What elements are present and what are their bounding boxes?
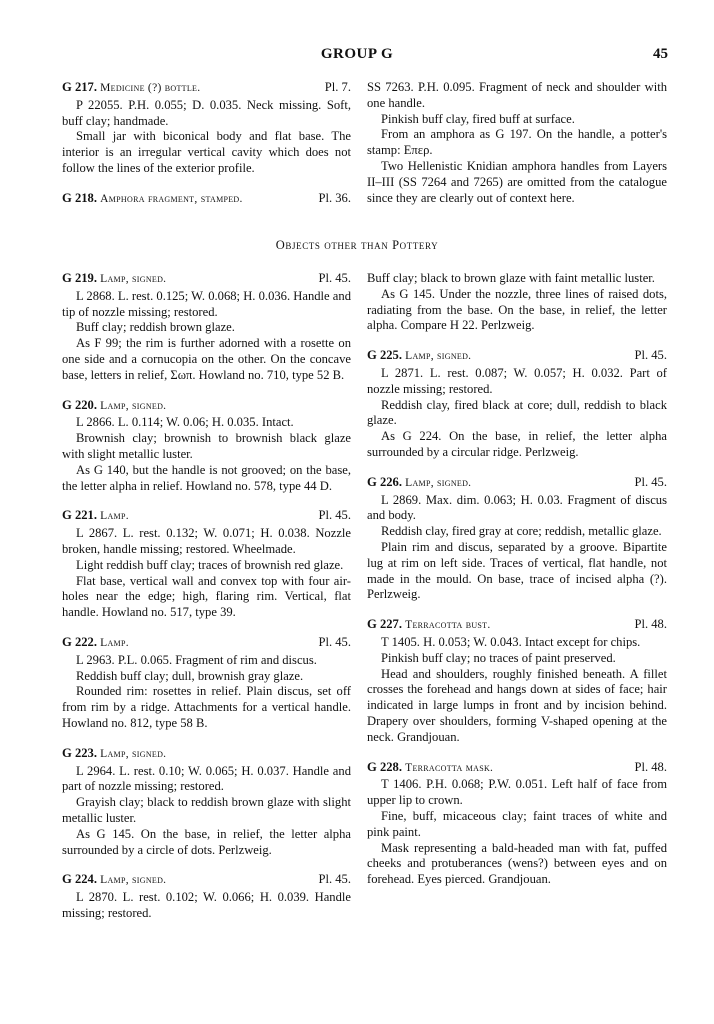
entry-heading [62, 508, 351, 525]
top-right-column [367, 80, 667, 206]
entry-title [367, 475, 471, 492]
entry-name: Amphora fragment, stamped. [100, 192, 243, 205]
entry-paragraph: Mask representing a bald-headed man with fat, puffed cheeks and protuberances (wens?) between eyes and on forehead. Eyes pierced. Grandjouan. [367, 840, 667, 887]
entry-number: G 228. [367, 759, 402, 774]
entry-name: Lamp, signed. [405, 476, 472, 489]
continuation-paragraph: Two Hellenistic Knidian amphora handles from Layers II–III (SS 7264 and 7265) are omitted from the catalogue since they are clearly out of context here. [367, 158, 667, 205]
running-header [0, 46, 714, 68]
entry-title [62, 80, 200, 97]
plate-reference: Pl. 45. [318, 872, 351, 887]
plate-reference: Pl. 45. [318, 271, 351, 285]
entry-title [62, 271, 166, 288]
plate-reference: Pl. 36. [318, 190, 351, 205]
entry-paragraph: L 2869. Max. dim. 0.063; H. 0.03. Fragment of discus and body. [367, 492, 667, 523]
catalogue-entry [62, 872, 351, 921]
plate-reference: Pl. 7. [324, 80, 351, 94]
entry-paragraph: Reddish clay, fired gray at core; reddish, metallic glaze. [381, 524, 662, 539]
entry-name: Lamp. [100, 510, 129, 523]
entry-heading [367, 348, 667, 365]
catalogue-entry [367, 475, 667, 603]
catalogue-entry [62, 746, 351, 859]
plate-reference: Pl. 45. [634, 474, 667, 489]
entry-number: G 218. [62, 190, 97, 205]
catalogue-entry [62, 508, 351, 621]
entry-name: Lamp, signed. [100, 874, 167, 887]
entry-paragraph: As G 140, but the handle is not grooved; on the base, the letter alpha in relief. Howland no. 578, type 44 D. [62, 462, 351, 493]
entry-paragraph: Grayish clay; black to reddish brown glaze with slight metallic luster. [62, 795, 351, 825]
entry-paragraph: T 1405. H. 0.053; W. 0.043. Intact except for chips. [381, 634, 641, 649]
entry-name: Lamp, signed. [100, 273, 167, 285]
entry-paragraph: L 2963. P.L. 0.065. Fragment of rim and discus. [76, 652, 317, 667]
entry-paragraph: Reddish buff clay; dull, brownish gray glaze. [76, 668, 304, 683]
entry-number: G 226. [367, 474, 402, 489]
entry-number: G 222. [62, 634, 97, 649]
entry-name: Medicine (?) bottle. [100, 82, 201, 94]
entry-number: G 220. [62, 397, 97, 412]
entry-number: G 221. [62, 508, 97, 523]
plate-reference: Pl. 45. [318, 508, 351, 523]
entry-paragraph: P 22055. P.H. 0.055; D. 0.035. Neck missing. Soft, buff clay; handmade. [62, 97, 351, 128]
entry-paragraph: As G 145. On the base, in relief, the letter alpha surrounded by a circle of dots. Perlzweig. [62, 826, 351, 857]
entry-paragraph: Buff clay; reddish brown glaze. [76, 320, 235, 335]
continuation-paragraph: Buff clay; black to brown glaze with faint metallic luster. [367, 271, 655, 285]
entry-paragraph: Plain rim and discus, separated by a groove. Bipartite lug at rim on left side. Traces of vertical, flat handle, not made in the mould. On base, trace of incised alpha (?). Perlzweig. [367, 539, 667, 602]
entry-title [62, 508, 129, 525]
entry-title [367, 617, 491, 634]
entry-name: Lamp, signed. [100, 399, 167, 412]
entry-heading [367, 617, 667, 634]
entry-paragraph: As F 99; the rim is further adorned with a rosette on one side and a cornucopia on the other. On the concave base, letters in relief, Σωπ. Howland no. 710, type 52 B. [62, 336, 351, 382]
entry-paragraph: Head and shoulders, roughly finished beneath. A fillet crosses the forehead and hangs down at sides of face; hair indicated in large lumps in front and by incision behind. Drapery over shoulders, forming V-shaped opening at the neck. Grandjouan. [367, 666, 667, 744]
entry-title [62, 191, 243, 208]
entry-title [62, 746, 166, 763]
continued-entry [367, 271, 667, 334]
entry-heading [62, 872, 351, 889]
entry-paragraph: Small jar with biconical body and flat base. The interior is an irregular vertical cavity which does not follow the lines of the exterior profile. [62, 129, 351, 175]
entry-number: G 223. [62, 745, 97, 760]
entry-heading [62, 191, 351, 208]
continuation-paragraph: SS 7263. P.H. 0.095. Fragment of neck and shoulder with one handle. [367, 80, 667, 110]
catalogue-entry [62, 271, 351, 384]
catalogue-entry [367, 617, 667, 745]
entry-heading [62, 271, 351, 288]
entry-paragraph: T 1406. P.H. 0.068; P.W. 0.051. Left half of face from upper lip to crown. [367, 777, 667, 808]
entry-title [62, 872, 166, 889]
entry-paragraph: Pinkish buff clay; no traces of paint preserved. [381, 650, 616, 665]
catalogue-entry [367, 760, 667, 888]
entry-paragraph: L 2866. L. 0.114; W. 0.06; H. 0.035. Intact. [76, 415, 294, 430]
entry-paragraph: Fine, buff, micaceous clay; faint traces of white and pink paint. [367, 808, 667, 839]
entry-heading [62, 635, 351, 652]
top-left-column [62, 80, 351, 222]
catalogue-entry [62, 80, 351, 177]
continuation-paragraph: From an amphora as G 197. On the handle, a potter's stamp: Επερ. [367, 127, 667, 158]
entry-heading [62, 80, 351, 97]
catalogue-entry [367, 348, 667, 461]
entry-number: G 217. [62, 80, 97, 94]
running-title: GROUP G [320, 46, 394, 62]
page-number: 45 [653, 46, 668, 62]
entry-title [367, 760, 493, 777]
entry-heading [62, 398, 351, 415]
plate-reference: Pl. 48. [634, 759, 667, 774]
entry-name: Lamp. [100, 636, 129, 649]
section-title: Objects other than Pottery [275, 238, 439, 252]
entry-number: G 227. [367, 617, 402, 632]
entry-title [62, 398, 166, 415]
entry-heading [367, 475, 667, 492]
entry-name: Lamp, signed. [100, 747, 167, 760]
bottom-right-column [367, 271, 667, 902]
entry-paragraph: As G 224. On the base, in relief, the letter alpha surrounded by a circular ridge. Perlzweig. [367, 429, 667, 459]
catalogue-entry [62, 191, 351, 208]
entry-paragraph: L 2867. L. rest. 0.132; W. 0.071; H. 0.038. Nozzle broken, handle missing; restored. Wheelmade. [62, 526, 351, 556]
entry-paragraph: Reddish clay, fired black at core; dull, reddish to black glaze. [367, 397, 667, 428]
entry-title [367, 348, 471, 365]
entry-heading [62, 746, 351, 763]
catalogue-entry [62, 635, 351, 732]
continuation-paragraph: Pinkish buff clay, fired buff at surface. [381, 111, 575, 126]
entry-paragraph: Brownish clay; brownish to brownish black glaze with slight metallic luster. [62, 431, 351, 461]
catalogue-entry [62, 398, 351, 495]
entry-number: G 219. [62, 271, 97, 285]
entry-heading [367, 760, 667, 777]
bottom-left-column [62, 271, 351, 936]
continuation-paragraph: As G 145. Under the nozzle, three lines of raised dots, radiating from the base. On the base, in relief, the letter alpha. Compare H 22. Perlzweig. [367, 286, 667, 333]
entry-paragraph: L 2870. L. rest. 0.102; W. 0.066; H. 0.039. Handle missing; restored. [62, 890, 351, 920]
entry-paragraph: Light reddish buff clay; traces of brownish red glaze. [76, 557, 344, 572]
plate-reference: Pl. 45. [634, 348, 667, 363]
entry-number: G 225. [367, 348, 402, 363]
entry-paragraph: L 2868. L. rest. 0.125; W. 0.068; H. 0.036. Handle and tip of nozzle missing; restored. [62, 288, 351, 319]
entry-paragraph: Rounded rim: rosettes in relief. Plain discus, set off from rim by a ridge. Attachments for a vertical handle. Howland no. 812, type 58 B. [62, 684, 351, 730]
entry-number: G 224. [62, 872, 97, 887]
entry-title [62, 635, 129, 652]
entry-name: Lamp, signed. [405, 350, 472, 363]
entry-paragraph: Flat base, vertical wall and convex top with four air-holes near the edge; high, flaring rim. Vertical, flat handle. Howland no. 517, type 39. [62, 573, 351, 620]
entry-paragraph: L 2871. L. rest. 0.087; W. 0.057; H. 0.032. Part of nozzle missing; restored. [367, 365, 667, 396]
plate-reference: Pl. 45. [318, 634, 351, 649]
entry-paragraph: L 2964. L. rest. 0.10; W. 0.065; H. 0.037. Handle and part of nozzle missing; restored. [62, 763, 351, 794]
entry-name: Terracotta bust. [405, 619, 491, 632]
plate-reference: Pl. 48. [634, 617, 667, 632]
entry-name: Terracotta mask. [405, 761, 494, 774]
